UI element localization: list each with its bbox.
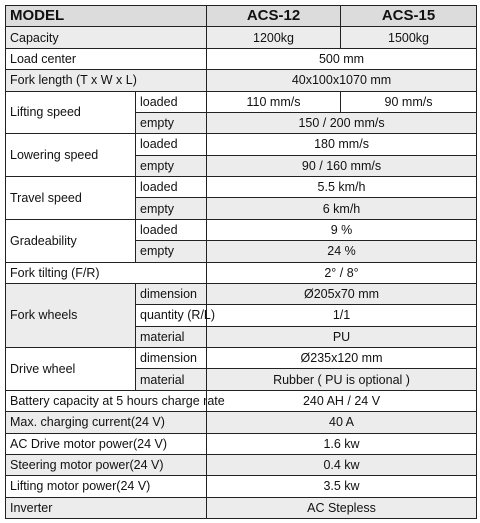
row-value: 90 / 160 mm/s	[207, 155, 477, 176]
row-label: Max. charging current(24 V)	[6, 412, 207, 433]
sub-label: loaded	[136, 177, 207, 198]
value-acs15: 90 mm/s	[341, 91, 477, 112]
sub-label: dimension	[136, 283, 207, 304]
capacity-row	[6, 27, 477, 48]
fork-tilting-row	[6, 262, 477, 283]
sub-label: empty	[136, 112, 207, 133]
battery-capacity-row	[6, 390, 477, 411]
sub-label: empty	[136, 241, 207, 262]
row-value: 150 / 200 mm/s	[207, 112, 477, 133]
row-label: Steering motor power(24 V)	[6, 454, 207, 475]
row-value: 6 km/h	[207, 198, 477, 219]
row-label: Travel speed	[6, 177, 136, 220]
model-acs15-header: ACS-15	[341, 6, 477, 27]
row-value: 0.4 kw	[207, 454, 477, 475]
row-value: Ø235x120 mm	[207, 348, 477, 369]
model-header: MODEL	[6, 6, 207, 27]
sub-label: loaded	[136, 134, 207, 155]
row-label: Battery capacity at 5 hours charge rate	[6, 390, 207, 411]
gradeability-loaded-row	[6, 219, 477, 240]
row-value: 9 %	[207, 219, 477, 240]
row-label: Lowering speed	[6, 134, 136, 177]
row-value: 2° / 8°	[207, 262, 477, 283]
row-value: PU	[207, 326, 477, 347]
sub-label: loaded	[136, 91, 207, 112]
drive-wheel-dimension-row	[6, 348, 477, 369]
row-value: 500 mm	[207, 48, 477, 69]
inverter-row	[6, 497, 477, 518]
travel-speed-loaded-row	[6, 177, 477, 198]
row-value: 1/1	[207, 305, 477, 326]
row-value: 5.5 km/h	[207, 177, 477, 198]
ac-drive-motor-row	[6, 433, 477, 454]
row-label: Lifting speed	[6, 91, 136, 134]
lifting-motor-row	[6, 476, 477, 497]
row-label: Gradeability	[6, 219, 136, 262]
row-label: Fork wheels	[6, 283, 136, 347]
sub-label: material	[136, 369, 207, 390]
sub-label: empty	[136, 198, 207, 219]
value-acs15: 1500kg	[341, 27, 477, 48]
row-value: 240 AH / 24 V	[207, 390, 477, 411]
sub-label: dimension	[136, 348, 207, 369]
header-row	[6, 6, 477, 27]
row-label: Capacity	[6, 27, 207, 48]
sub-label: empty	[136, 155, 207, 176]
row-label: Fork length (T x W x L)	[6, 70, 207, 91]
spec-table	[5, 5, 477, 519]
load-center-row	[6, 48, 477, 69]
row-value: 24 %	[207, 241, 477, 262]
charging-current-row	[6, 412, 477, 433]
sub-label: quantity (R/L)	[136, 305, 207, 326]
row-label: Load center	[6, 48, 207, 69]
lowering-speed-loaded-row	[6, 134, 477, 155]
row-value: Rubber ( PU is optional )	[207, 369, 477, 390]
row-value: 40 A	[207, 412, 477, 433]
row-label: Fork tilting (F/R)	[6, 262, 207, 283]
row-value: 1.6 kw	[207, 433, 477, 454]
value-acs12: 1200kg	[207, 27, 341, 48]
row-value: 40x100x1070 mm	[207, 70, 477, 91]
model-acs12-header: ACS-12	[207, 6, 341, 27]
row-value: AC Stepless	[207, 497, 477, 518]
lifting-speed-loaded-row	[6, 91, 477, 112]
row-label: Lifting motor power(24 V)	[6, 476, 207, 497]
row-label: Drive wheel	[6, 348, 136, 391]
row-label: AC Drive motor power(24 V)	[6, 433, 207, 454]
row-value: 3.5 kw	[207, 476, 477, 497]
fork-length-row	[6, 70, 477, 91]
sub-label: material	[136, 326, 207, 347]
row-value: Ø205x70 mm	[207, 283, 477, 304]
value-acs12: 110 mm/s	[207, 91, 341, 112]
row-label: Inverter	[6, 497, 207, 518]
steering-motor-row	[6, 454, 477, 475]
sub-label: loaded	[136, 219, 207, 240]
row-value: 180 mm/s	[207, 134, 477, 155]
fork-wheels-dimension-row	[6, 283, 477, 304]
